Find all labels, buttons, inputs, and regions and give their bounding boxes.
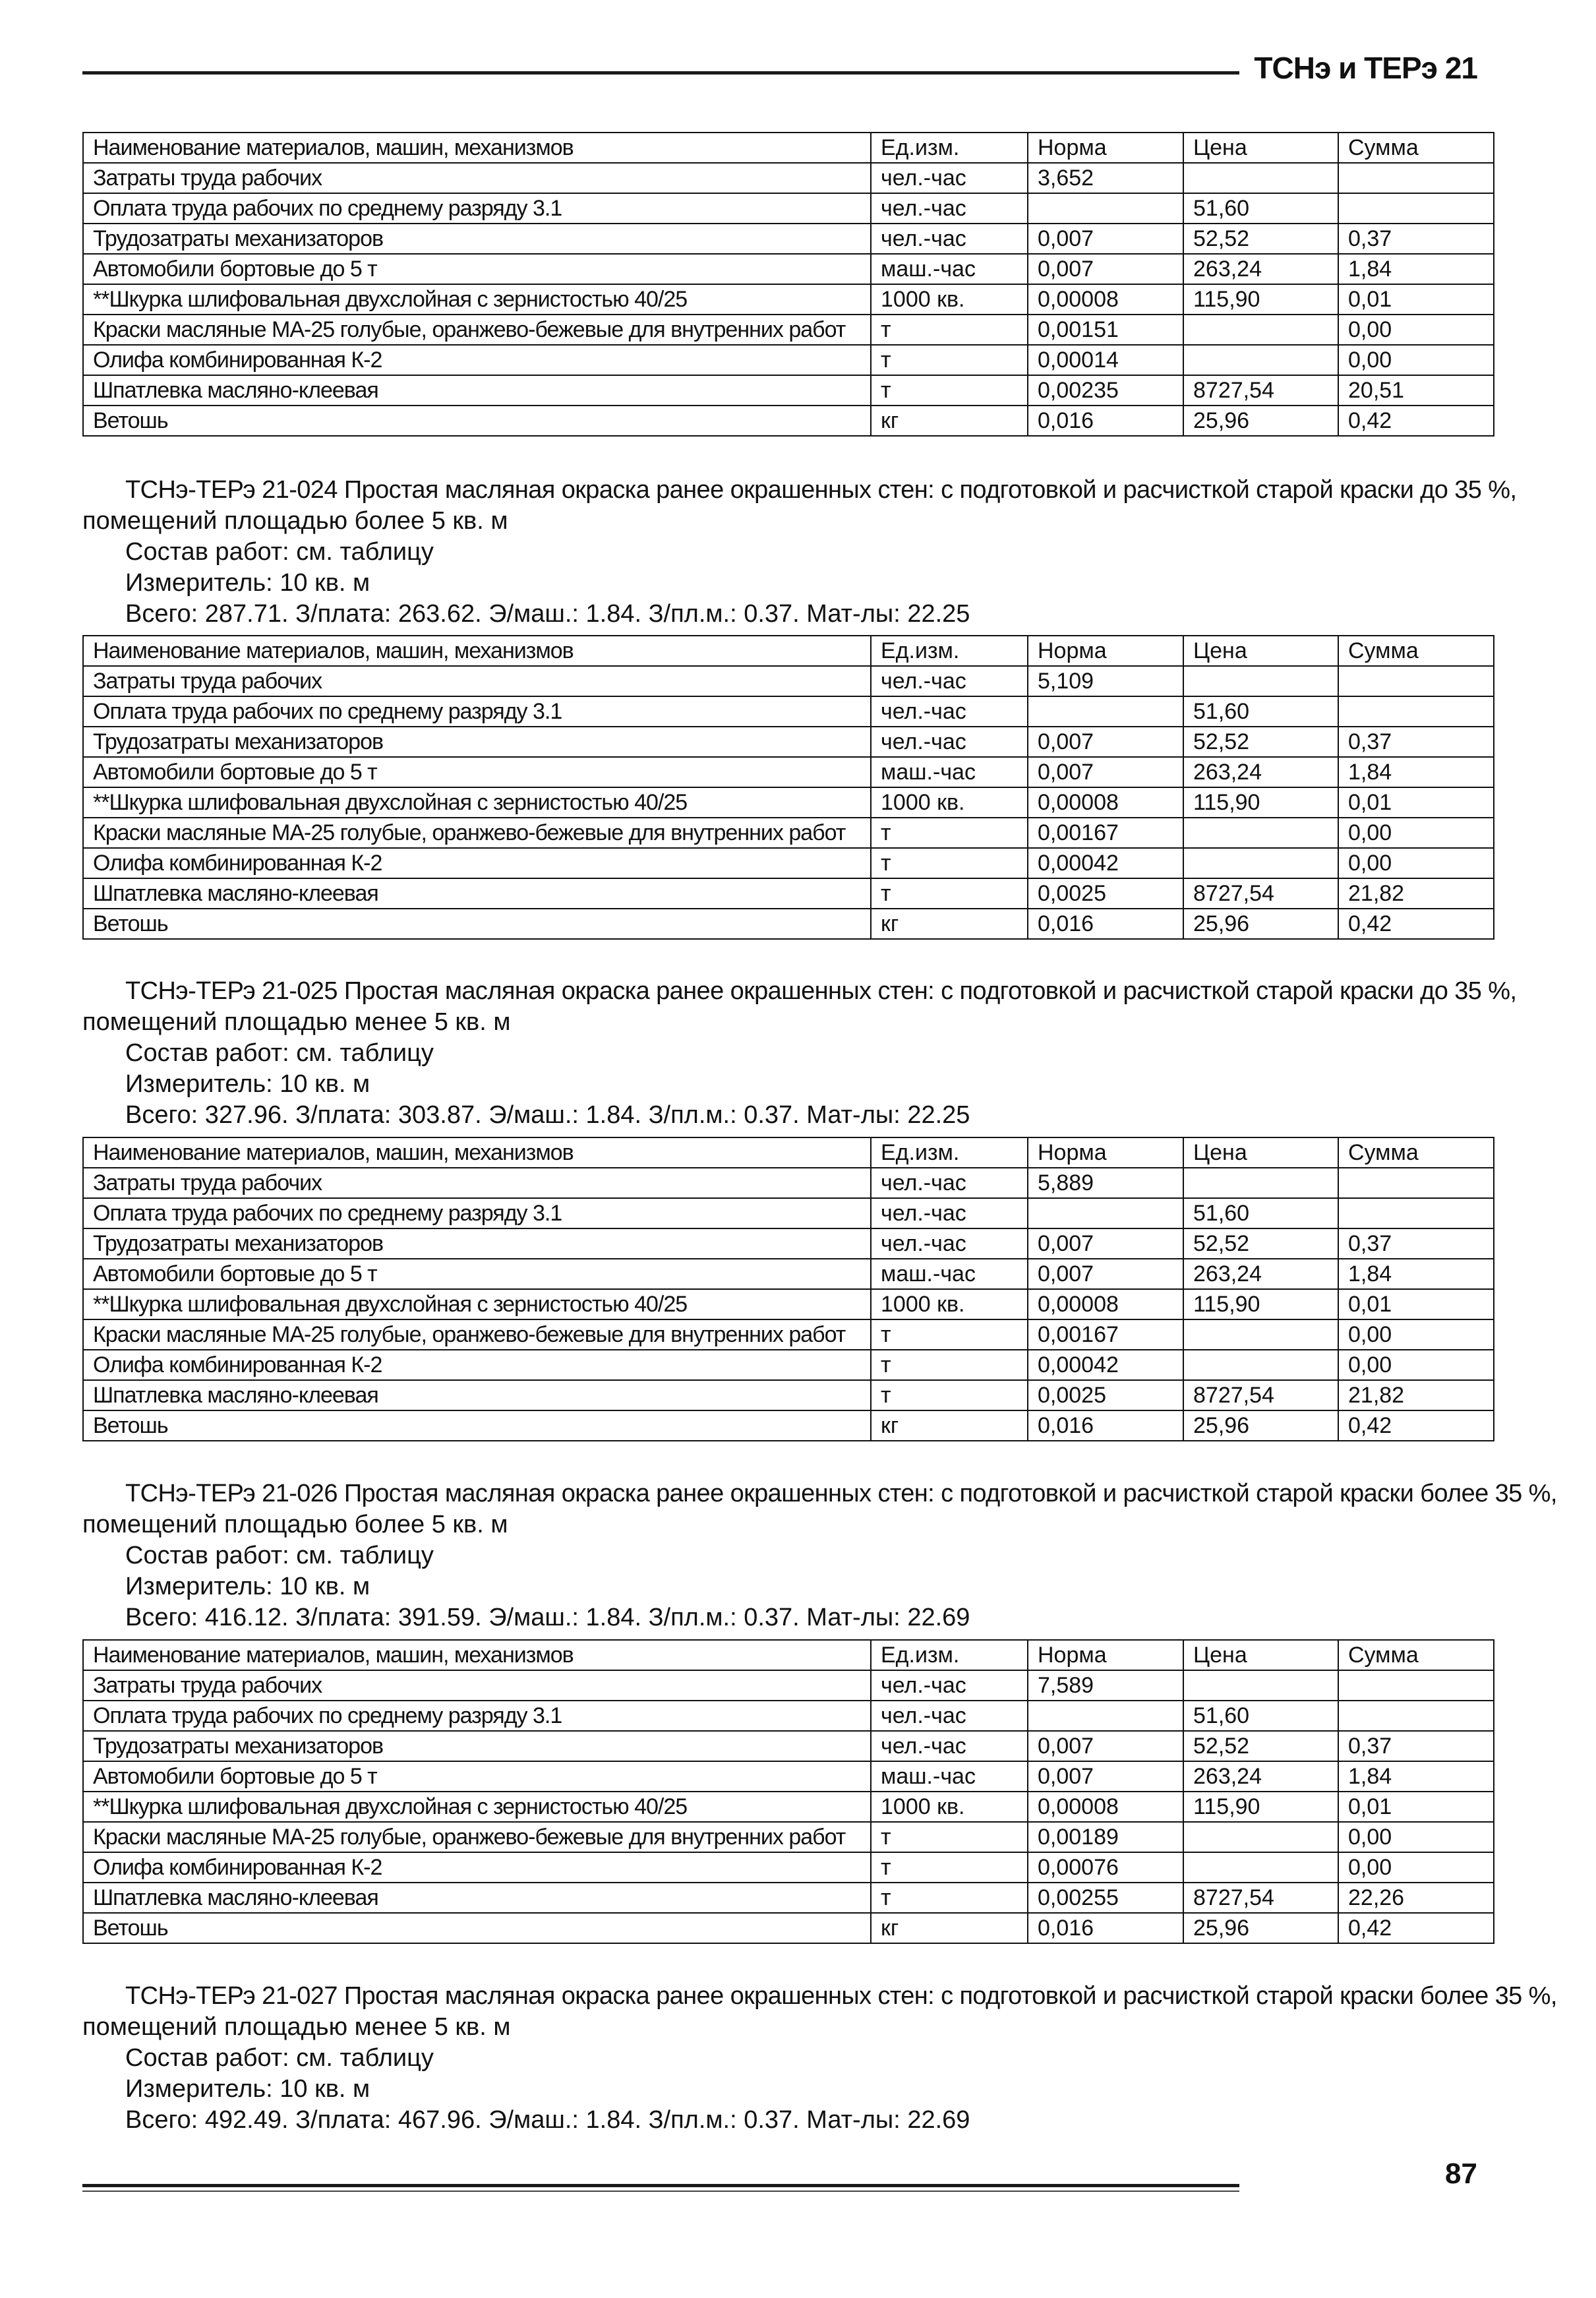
cell-sum: 20,51 bbox=[1338, 375, 1494, 406]
cell-name: Шпатлевка масляно-клеевая bbox=[83, 375, 871, 406]
resource-table bbox=[82, 1137, 1494, 1441]
table-row bbox=[83, 1410, 1494, 1441]
cell-sum: 0,37 bbox=[1338, 224, 1494, 254]
cell-unit: чел.-час bbox=[871, 666, 1028, 696]
table-row bbox=[83, 727, 1494, 757]
cell-norm bbox=[1028, 1198, 1183, 1228]
cell-price: 51,60 bbox=[1183, 1701, 1338, 1731]
cell-norm: 0,007 bbox=[1028, 254, 1183, 284]
table-header-row bbox=[83, 133, 1494, 163]
column-header: Сумма bbox=[1338, 636, 1494, 666]
column-header: Сумма bbox=[1338, 1137, 1494, 1168]
cell-sum: 0,00 bbox=[1338, 315, 1494, 345]
cell-price: 263,24 bbox=[1183, 1761, 1338, 1792]
cell-name: Оплата труда рабочих по среднему разряду 3.1 bbox=[83, 696, 871, 727]
item-unit: Измеритель: 10 кв. м bbox=[125, 1070, 370, 1098]
cell-norm: 5,889 bbox=[1028, 1168, 1183, 1198]
cell-norm: 0,00167 bbox=[1028, 1319, 1183, 1350]
cell-price bbox=[1183, 1822, 1338, 1852]
cell-sum: 0,00 bbox=[1338, 818, 1494, 848]
cell-name: Оплата труда рабочих по среднему разряду 3.1 bbox=[83, 1198, 871, 1228]
table-row bbox=[83, 1761, 1494, 1792]
table-row bbox=[83, 818, 1494, 848]
cell-price bbox=[1183, 1670, 1338, 1701]
cell-norm bbox=[1028, 696, 1183, 727]
cell-norm: 0,00235 bbox=[1028, 375, 1183, 406]
cell-name: Краски масляные МА-25 голубые, оранжево-бежевые для внутренних работ bbox=[83, 1319, 871, 1350]
cell-name: Оплата труда рабочих по среднему разряду 3.1 bbox=[83, 1701, 871, 1731]
work-item bbox=[82, 1981, 1557, 2136]
cell-name: Затраты труда рабочих bbox=[83, 163, 871, 193]
table-row bbox=[83, 1380, 1494, 1410]
cell-name: Затраты труда рабочих bbox=[83, 1168, 871, 1198]
column-header: Цена bbox=[1183, 133, 1338, 163]
table-row bbox=[83, 1852, 1494, 1883]
cell-norm: 0,00008 bbox=[1028, 1792, 1183, 1822]
item-title: ТСНэ-ТЕРэ 21-025 Простая масляная окраска ранее окрашенных стен: с подготовкой и расчисткой старой краски до 35 %, bbox=[125, 977, 1517, 1005]
column-header: Наименование материалов, машин, механизмов bbox=[83, 1137, 871, 1168]
cell-norm: 0,00255 bbox=[1028, 1883, 1183, 1913]
cell-norm: 0,00042 bbox=[1028, 1350, 1183, 1380]
cell-price: 115,90 bbox=[1183, 787, 1338, 818]
table-row bbox=[83, 696, 1494, 727]
column-header: Наименование материалов, машин, механизмов bbox=[83, 133, 871, 163]
table-row bbox=[83, 878, 1494, 909]
cell-name: **Шкурка шлифовальная двухслойная с зернистостью 40/25 bbox=[83, 284, 871, 315]
cell-norm: 0,00076 bbox=[1028, 1852, 1183, 1883]
column-header: Норма bbox=[1028, 1640, 1183, 1670]
work-item bbox=[82, 1478, 1557, 1633]
cell-name: Олифа комбинированная К-2 bbox=[83, 345, 871, 375]
cell-unit: чел.-час bbox=[871, 1701, 1028, 1731]
cell-sum: 1,84 bbox=[1338, 757, 1494, 787]
column-header: Ед.изм. bbox=[871, 1640, 1028, 1670]
cell-norm: 0,016 bbox=[1028, 1410, 1183, 1441]
cell-price: 263,24 bbox=[1183, 1259, 1338, 1289]
cell-unit: т bbox=[871, 1822, 1028, 1852]
column-header: Цена bbox=[1183, 1640, 1338, 1670]
table-row bbox=[83, 1792, 1494, 1822]
resource-table bbox=[82, 132, 1494, 437]
cell-sum: 22,26 bbox=[1338, 1883, 1494, 1913]
table-row bbox=[83, 787, 1494, 818]
cell-sum bbox=[1338, 666, 1494, 696]
cell-name: Трудозатраты механизаторов bbox=[83, 1731, 871, 1761]
cell-sum: 21,82 bbox=[1338, 878, 1494, 909]
cell-unit: маш.-час bbox=[871, 757, 1028, 787]
cell-unit: маш.-час bbox=[871, 254, 1028, 284]
cell-price bbox=[1183, 163, 1338, 193]
cell-price bbox=[1183, 1852, 1338, 1883]
cell-norm bbox=[1028, 193, 1183, 224]
table-row bbox=[83, 406, 1494, 436]
work-item bbox=[82, 976, 1517, 1131]
item-title-continued: помещений площадью более 5 кв. м bbox=[82, 507, 508, 535]
cell-price: 52,52 bbox=[1183, 727, 1338, 757]
cell-name: Ветошь bbox=[83, 1410, 871, 1441]
cell-price: 8727,54 bbox=[1183, 878, 1338, 909]
cell-sum bbox=[1338, 1198, 1494, 1228]
cell-sum: 0,42 bbox=[1338, 1913, 1494, 1943]
cell-price: 8727,54 bbox=[1183, 375, 1338, 406]
cell-name: Трудозатраты механизаторов bbox=[83, 1228, 871, 1259]
table-row bbox=[83, 1670, 1494, 1701]
column-header: Наименование материалов, машин, механизмов bbox=[83, 1640, 871, 1670]
cell-name: Ветошь bbox=[83, 1913, 871, 1943]
cell-name: Шпатлевка масляно-клеевая bbox=[83, 1380, 871, 1410]
item-composition: Состав работ: см. таблицу bbox=[125, 2044, 434, 2072]
cell-sum: 0,01 bbox=[1338, 1289, 1494, 1319]
table-row bbox=[83, 345, 1494, 375]
item-composition: Состав работ: см. таблицу bbox=[125, 1039, 434, 1067]
cell-name: **Шкурка шлифовальная двухслойная с зернистостью 40/25 bbox=[83, 1289, 871, 1319]
cell-unit: т bbox=[871, 848, 1028, 878]
item-composition: Состав работ: см. таблицу bbox=[125, 538, 434, 566]
column-header: Наименование материалов, машин, механизмов bbox=[83, 636, 871, 666]
cell-price: 25,96 bbox=[1183, 1410, 1338, 1441]
cell-name: **Шкурка шлифовальная двухслойная с зернистостью 40/25 bbox=[83, 1792, 871, 1822]
cell-price bbox=[1183, 818, 1338, 848]
table-header-row bbox=[83, 636, 1494, 666]
cell-sum: 0,42 bbox=[1338, 1410, 1494, 1441]
cell-price bbox=[1183, 345, 1338, 375]
cell-price: 115,90 bbox=[1183, 284, 1338, 315]
cell-name: Краски масляные МА-25 голубые, оранжево-бежевые для внутренних работ bbox=[83, 818, 871, 848]
item-totals: Всего: 492.49. З/плата: 467.96. Э/маш.: 1.84. З/пл.м.: 0.37. Мат-лы: 22.69 bbox=[125, 2106, 970, 2134]
cell-name: Ветошь bbox=[83, 406, 871, 436]
column-header: Цена bbox=[1183, 1137, 1338, 1168]
cell-sum: 0,00 bbox=[1338, 1822, 1494, 1852]
table-row bbox=[83, 193, 1494, 224]
cell-norm: 0,007 bbox=[1028, 757, 1183, 787]
cell-sum: 0,37 bbox=[1338, 727, 1494, 757]
cell-price bbox=[1183, 315, 1338, 345]
table-row bbox=[83, 757, 1494, 787]
cell-name: Краски масляные МА-25 голубые, оранжево-бежевые для внутренних работ bbox=[83, 1822, 871, 1852]
item-title: ТСНэ-ТЕРэ 21-024 Простая масляная окраска ранее окрашенных стен: с подготовкой и расчисткой старой краски до 35 %, bbox=[125, 476, 1517, 504]
cell-sum bbox=[1338, 1670, 1494, 1701]
cell-price: 51,60 bbox=[1183, 696, 1338, 727]
cell-name: Олифа комбинированная К-2 bbox=[83, 848, 871, 878]
work-item bbox=[82, 475, 1517, 630]
cell-sum: 0,01 bbox=[1338, 284, 1494, 315]
cell-sum: 1,84 bbox=[1338, 1761, 1494, 1792]
column-header: Норма bbox=[1028, 1137, 1183, 1168]
item-unit: Измеритель: 10 кв. м bbox=[125, 2075, 370, 2103]
cell-price: 263,24 bbox=[1183, 254, 1338, 284]
cell-unit: чел.-час bbox=[871, 193, 1028, 224]
cell-sum: 0,01 bbox=[1338, 787, 1494, 818]
item-title: ТСНэ-ТЕРэ 21-026 Простая масляная окраска ранее окрашенных стен: с подготовкой и расчисткой старой краски более 35 %, bbox=[125, 1480, 1557, 1507]
cell-unit: 1000 кв. bbox=[871, 284, 1028, 315]
cell-unit: кг bbox=[871, 1410, 1028, 1441]
table-row bbox=[83, 848, 1494, 878]
cell-unit: чел.-час bbox=[871, 1670, 1028, 1701]
cell-sum: 1,84 bbox=[1338, 254, 1494, 284]
cell-sum: 0,00 bbox=[1338, 1319, 1494, 1350]
cell-price: 51,60 bbox=[1183, 193, 1338, 224]
cell-sum bbox=[1338, 193, 1494, 224]
cell-norm: 5,109 bbox=[1028, 666, 1183, 696]
cell-sum bbox=[1338, 1168, 1494, 1198]
cell-norm: 0,007 bbox=[1028, 1259, 1183, 1289]
cell-name: Шпатлевка масляно-клеевая bbox=[83, 878, 871, 909]
table-row bbox=[83, 1913, 1494, 1943]
cell-price: 52,52 bbox=[1183, 1731, 1338, 1761]
footer-rule-thin bbox=[82, 2191, 1239, 2192]
cell-norm: 0,00151 bbox=[1028, 315, 1183, 345]
cell-unit: т bbox=[871, 1319, 1028, 1350]
cell-unit: чел.-час bbox=[871, 1198, 1028, 1228]
cell-sum bbox=[1338, 163, 1494, 193]
cell-sum: 0,00 bbox=[1338, 1852, 1494, 1883]
cell-sum: 1,84 bbox=[1338, 1259, 1494, 1289]
table-row bbox=[83, 1701, 1494, 1731]
cell-norm: 0,00008 bbox=[1028, 787, 1183, 818]
cell-name: Олифа комбинированная К-2 bbox=[83, 1852, 871, 1883]
cell-name: Автомобили бортовые до 5 т bbox=[83, 1761, 871, 1792]
cell-price: 115,90 bbox=[1183, 1289, 1338, 1319]
cell-unit: т bbox=[871, 878, 1028, 909]
cell-unit: 1000 кв. bbox=[871, 787, 1028, 818]
column-header: Ед.изм. bbox=[871, 636, 1028, 666]
cell-price: 52,52 bbox=[1183, 224, 1338, 254]
resource-table bbox=[82, 1639, 1494, 1944]
cell-norm: 0,00014 bbox=[1028, 345, 1183, 375]
item-totals: Всего: 287.71. З/плата: 263.62. Э/маш.: 1.84. З/пл.м.: 0.37. Мат-лы: 22.25 bbox=[125, 600, 970, 628]
table-header-row bbox=[83, 1640, 1494, 1670]
table-row bbox=[83, 1198, 1494, 1228]
item-unit: Измеритель: 10 кв. м bbox=[125, 1573, 370, 1600]
cell-unit: 1000 кв. bbox=[871, 1289, 1028, 1319]
cell-norm: 7,589 bbox=[1028, 1670, 1183, 1701]
cell-unit: чел.-час bbox=[871, 696, 1028, 727]
cell-norm: 0,016 bbox=[1028, 406, 1183, 436]
table-row bbox=[83, 284, 1494, 315]
table-row bbox=[83, 1168, 1494, 1198]
cell-price bbox=[1183, 1319, 1338, 1350]
item-totals: Всего: 327.96. З/плата: 303.87. Э/маш.: 1.84. З/пл.м.: 0.37. Мат-лы: 22.25 bbox=[125, 1101, 970, 1129]
column-header: Цена bbox=[1183, 636, 1338, 666]
cell-name: Краски масляные МА-25 голубые, оранжево-бежевые для внутренних работ bbox=[83, 315, 871, 345]
cell-unit: 1000 кв. bbox=[871, 1792, 1028, 1822]
cell-sum: 0,00 bbox=[1338, 345, 1494, 375]
cell-unit: т bbox=[871, 1852, 1028, 1883]
table-row bbox=[83, 1883, 1494, 1913]
cell-price: 8727,54 bbox=[1183, 1883, 1338, 1913]
item-title-continued: помещений площадью менее 5 кв. м bbox=[82, 2013, 511, 2041]
running-title: ТСНэ и ТЕРэ 21 bbox=[1254, 51, 1477, 85]
cell-name: Затраты труда рабочих bbox=[83, 1670, 871, 1701]
table-row bbox=[83, 1289, 1494, 1319]
table-row bbox=[83, 224, 1494, 254]
cell-price bbox=[1183, 1168, 1338, 1198]
cell-price: 52,52 bbox=[1183, 1228, 1338, 1259]
table-row bbox=[83, 666, 1494, 696]
cell-unit: т bbox=[871, 375, 1028, 406]
cell-unit: т bbox=[871, 1380, 1028, 1410]
table-row bbox=[83, 1319, 1494, 1350]
item-title-continued: помещений площадью более 5 кв. м bbox=[82, 1511, 508, 1538]
cell-name: Ветошь bbox=[83, 909, 871, 939]
cell-price: 25,96 bbox=[1183, 1913, 1338, 1943]
table-header-row bbox=[83, 1137, 1494, 1168]
cell-price bbox=[1183, 666, 1338, 696]
item-title-continued: помещений площадью менее 5 кв. м bbox=[82, 1008, 511, 1036]
table-row bbox=[83, 1228, 1494, 1259]
cell-unit: чел.-час bbox=[871, 1731, 1028, 1761]
cell-name: Олифа комбинированная К-2 bbox=[83, 1350, 871, 1380]
column-header: Норма bbox=[1028, 636, 1183, 666]
cell-unit: т bbox=[871, 818, 1028, 848]
cell-norm: 0,007 bbox=[1028, 224, 1183, 254]
cell-name: Шпатлевка масляно-клеевая bbox=[83, 1883, 871, 1913]
cell-norm: 0,007 bbox=[1028, 1731, 1183, 1761]
column-header: Сумма bbox=[1338, 1640, 1494, 1670]
page-number: 87 bbox=[1445, 2158, 1477, 2190]
cell-norm: 0,0025 bbox=[1028, 878, 1183, 909]
cell-unit: чел.-час bbox=[871, 1168, 1028, 1198]
cell-unit: кг bbox=[871, 909, 1028, 939]
table-row bbox=[83, 1350, 1494, 1380]
cell-norm: 0,00008 bbox=[1028, 284, 1183, 315]
cell-norm: 0,007 bbox=[1028, 1228, 1183, 1259]
cell-unit: чел.-час bbox=[871, 727, 1028, 757]
cell-norm: 0,0025 bbox=[1028, 1380, 1183, 1410]
cell-name: Трудозатраты механизаторов bbox=[83, 224, 871, 254]
table-row bbox=[83, 1259, 1494, 1289]
table-row bbox=[83, 315, 1494, 345]
cell-norm: 0,00042 bbox=[1028, 848, 1183, 878]
item-composition: Состав работ: см. таблицу bbox=[125, 1542, 434, 1569]
cell-unit: чел.-час bbox=[871, 224, 1028, 254]
cell-sum: 0,42 bbox=[1338, 909, 1494, 939]
item-title: ТСНэ-ТЕРэ 21-027 Простая масляная окраска ранее окрашенных стен: с подготовкой и расчисткой старой краски более 35 %, bbox=[125, 1982, 1557, 2010]
cell-unit: маш.-час bbox=[871, 1259, 1028, 1289]
cell-name: Автомобили бортовые до 5 т bbox=[83, 1259, 871, 1289]
cell-price: 51,60 bbox=[1183, 1198, 1338, 1228]
cell-norm: 0,007 bbox=[1028, 1761, 1183, 1792]
cell-unit: т bbox=[871, 345, 1028, 375]
table-row bbox=[83, 254, 1494, 284]
cell-name: Оплата труда рабочих по среднему разряду 3.1 bbox=[83, 193, 871, 224]
cell-unit: чел.-час bbox=[871, 163, 1028, 193]
cell-unit: маш.-час bbox=[871, 1761, 1028, 1792]
cell-price: 263,24 bbox=[1183, 757, 1338, 787]
cell-name: Затраты труда рабочих bbox=[83, 666, 871, 696]
cell-unit: чел.-час bbox=[871, 1228, 1028, 1259]
cell-name: **Шкурка шлифовальная двухслойная с зернистостью 40/25 bbox=[83, 787, 871, 818]
header-rule bbox=[82, 71, 1239, 75]
cell-price bbox=[1183, 848, 1338, 878]
cell-norm bbox=[1028, 1701, 1183, 1731]
cell-norm: 0,007 bbox=[1028, 727, 1183, 757]
footer-rule bbox=[82, 2184, 1239, 2187]
item-totals: Всего: 416.12. З/плата: 391.59. Э/маш.: 1.84. З/пл.м.: 0.37. Мат-лы: 22.69 bbox=[125, 1604, 970, 1631]
cell-norm: 0,016 bbox=[1028, 1913, 1183, 1943]
cell-sum: 21,82 bbox=[1338, 1380, 1494, 1410]
cell-price: 8727,54 bbox=[1183, 1380, 1338, 1410]
cell-unit: кг bbox=[871, 406, 1028, 436]
column-header: Норма bbox=[1028, 133, 1183, 163]
cell-name: Автомобили бортовые до 5 т bbox=[83, 757, 871, 787]
cell-name: Автомобили бортовые до 5 т bbox=[83, 254, 871, 284]
cell-unit: т bbox=[871, 1350, 1028, 1380]
table-row bbox=[83, 163, 1494, 193]
cell-sum: 0,00 bbox=[1338, 848, 1494, 878]
cell-sum: 0,01 bbox=[1338, 1792, 1494, 1822]
cell-norm: 3,652 bbox=[1028, 163, 1183, 193]
cell-unit: т bbox=[871, 315, 1028, 345]
cell-sum bbox=[1338, 696, 1494, 727]
cell-price: 115,90 bbox=[1183, 1792, 1338, 1822]
cell-norm: 0,00167 bbox=[1028, 818, 1183, 848]
cell-price bbox=[1183, 1350, 1338, 1380]
cell-norm: 0,016 bbox=[1028, 909, 1183, 939]
resource-table bbox=[82, 635, 1494, 940]
item-unit: Измеритель: 10 кв. м bbox=[125, 569, 370, 597]
cell-sum bbox=[1338, 1701, 1494, 1731]
cell-sum: 0,37 bbox=[1338, 1228, 1494, 1259]
cell-price: 25,96 bbox=[1183, 406, 1338, 436]
column-header: Ед.изм. bbox=[871, 133, 1028, 163]
cell-norm: 0,00189 bbox=[1028, 1822, 1183, 1852]
table-row bbox=[83, 909, 1494, 939]
cell-sum: 0,00 bbox=[1338, 1350, 1494, 1380]
cell-sum: 0,42 bbox=[1338, 406, 1494, 436]
cell-price: 25,96 bbox=[1183, 909, 1338, 939]
cell-sum: 0,37 bbox=[1338, 1731, 1494, 1761]
cell-name: Трудозатраты механизаторов bbox=[83, 727, 871, 757]
column-header: Ед.изм. bbox=[871, 1137, 1028, 1168]
column-header: Сумма bbox=[1338, 133, 1494, 163]
cell-unit: кг bbox=[871, 1913, 1028, 1943]
table-row bbox=[83, 1822, 1494, 1852]
table-row bbox=[83, 1731, 1494, 1761]
table-row bbox=[83, 375, 1494, 406]
cell-norm: 0,00008 bbox=[1028, 1289, 1183, 1319]
cell-unit: т bbox=[871, 1883, 1028, 1913]
